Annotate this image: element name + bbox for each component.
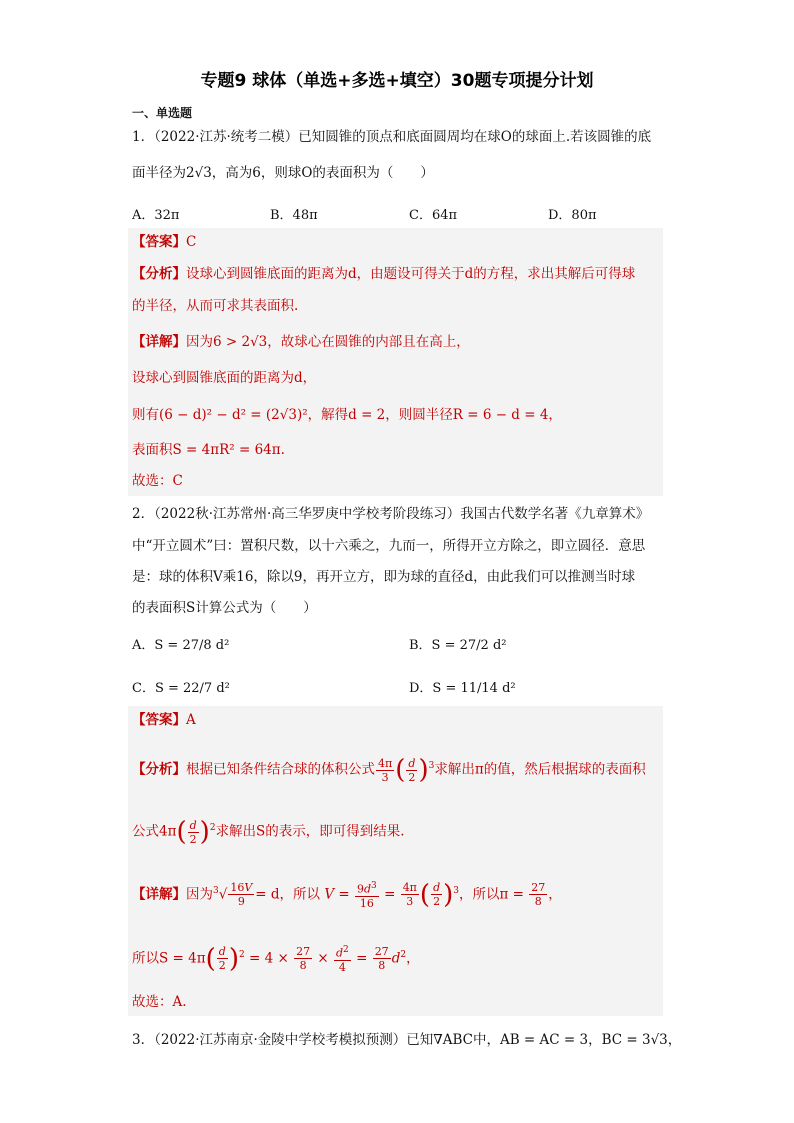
q2-option-b: B．S = 27/2 d²	[409, 638, 507, 653]
q2-analysis-line-1: 【分析】根据已知条件结合球的体积公式 $\frac{4\pi}{3}$ ( $\frac{d}{2}$ )$^3$求解出π的值，然后根据球的表面积	[132, 755, 646, 785]
q2-detail-text-1a: 因为	[186, 886, 213, 903]
q1-analysis-line-2: 的半径，从而可求其表面积.	[132, 298, 299, 314]
q2-detail-text-1c: ，所以π =	[459, 886, 524, 903]
q2-analysis-text-1b: 求解出π的值，然后根据球的表面积	[434, 761, 646, 778]
q2-conclusion: 故选：A.	[132, 994, 187, 1010]
volume-formula-fraction: $\frac{4\pi}{3}$	[378, 756, 393, 784]
q2-answer-value: A	[186, 712, 196, 728]
q1-option-c: C．64π	[409, 208, 458, 223]
q1-detail-line-3: 则有(6 − d)² − d² = (2√3)²，解得d = 2，则圆半径R = 6 − d = 4，	[132, 407, 562, 423]
q2-stem-line-1: 2．（2022秋·江苏常州·高三华罗庚中学校考阶段练习）我国古代数学名著《九章算术》	[132, 506, 650, 522]
q2-detail-line-2: 所以S = 4π( $\frac{d}{2}$ )$^2$ = 4 × $\frac{27}{8}$ × $\frac{d^2}{4}$ = $\frac{27}{8}$ $d^2$，	[132, 943, 420, 974]
q2-detail-text-2a: 所以S = 4π	[132, 950, 206, 967]
q1-detail-line-4: 表面积S = 4πR² = 64π.	[132, 442, 285, 458]
section-heading: 一、单选题	[132, 106, 193, 120]
q1-stem-line-2: 面半径为2√3，高为6，则球O的表面积为（ ）	[132, 165, 434, 181]
q1-option-a: A．32π	[132, 208, 180, 223]
q1-conclusion: 故选：C	[132, 473, 183, 489]
cuberoot-fraction: $\frac{16V}{9}$	[230, 881, 253, 909]
q1-answer	[132, 232, 196, 252]
four-pi-over-3: $\frac{4\pi}{3}$	[402, 881, 417, 909]
pi-value-fraction: $\frac{27}{8}$	[531, 881, 546, 909]
page-title: 专题9 球体（单选+多选+填空）30题专项提分计划	[200, 71, 594, 91]
fraction-27-8-result: $\frac{27}{8}$	[374, 945, 389, 973]
q1-option-b: B．48π	[270, 208, 318, 223]
q2-detail-text-1b: = d，所以	[255, 886, 321, 903]
fraction-d2-4: $\frac{d^2}{4}$	[336, 945, 349, 974]
q1-detail-line-2: 设球心到圆锥底面的距离为d，	[132, 370, 317, 386]
q2-option-a: A．S = 27/8 d²	[132, 638, 230, 653]
q3-stem-line-1: 3．（2022·江苏南京·金陵中学校考模拟预测）已知∇ABC中，AB = AC = 3，BC = 3√3，	[132, 1032, 682, 1048]
d-over-2-fraction-3: $\frac{d}{2}$	[433, 881, 441, 909]
q1-answer-value: C	[186, 234, 197, 250]
q1-analysis-text-1: 设球心到圆锥底面的距离为d，由题设可得关于d的方程，求出其解后可得球	[186, 266, 636, 282]
q1-analysis-label: 【分析】	[132, 266, 186, 282]
q2-analysis-label: 【分析】	[132, 761, 186, 778]
q2-stem-line-3: 是：球的体积V乘16，除以9，再开立方，即为球的直径d，由此我们可以推测当时球	[132, 569, 636, 585]
d-over-2-fraction: $\frac{d}{2}$	[408, 756, 416, 784]
fraction-27-8: $\frac{27}{8}$	[296, 945, 311, 973]
q1-detail-text-1: 因为6 > 2√3，故球心在圆锥的内部且在高上，	[186, 334, 470, 350]
q2-detail-line-1: 【详解】因为$^3$√ $\frac{16V}{9}$ = d，所以 V = $\frac{9d^3}{16}$ = $\frac{4\pi}{3}$ ( $\frac{d}{2}$ )$^3$，所以π = $\frac{27}{8}$ ，	[132, 879, 562, 910]
q2-answer-label: 【答案】	[132, 712, 186, 728]
q1-stem-line-1: 1．（2022·江苏·统考二模）已知圆锥的顶点和底面圆周均在球O的球面上.若该圆锥的底	[132, 129, 652, 145]
q2-analysis-line-2: 公式4π( $\frac{d}{2}$ )$^2$求解出S的表示，即可得到结果.	[132, 817, 405, 847]
q2-analysis-text-2a: 公式	[132, 823, 159, 840]
q2-option-c: C．S = 22/7 d²	[132, 681, 230, 696]
q2-detail-label: 【详解】	[132, 886, 186, 903]
q1-detail-label: 【详解】	[132, 334, 186, 350]
q1-detail-line-1	[132, 332, 470, 352]
q2-stem-line-4: 的表面积S计算公式为（ ）	[132, 600, 317, 616]
d-over-2-fraction-4: $\frac{d}{2}$	[218, 945, 226, 973]
d-over-2-fraction-2: $\frac{d}{2}$	[189, 818, 197, 846]
q1-analysis-line-1	[132, 264, 635, 284]
q2-detail-text-2b: = 4 ×	[249, 950, 289, 967]
q2-analysis-text-1a: 根据已知条件结合球的体积公式	[186, 761, 375, 778]
q1-option-d: D．80π	[548, 208, 597, 223]
volume-fraction: $\frac{9d^3}{16}$	[357, 881, 377, 910]
q2-analysis-text-2b: 求解出S的表示，即可得到结果.	[215, 823, 405, 840]
q2-answer	[132, 710, 196, 730]
q2-option-d: D．S = 11/14 d²	[409, 681, 516, 696]
q2-stem-line-2: 中“开立圆术”曰：置积尺数，以十六乘之，九而一，所得开立方除之，即立圆径．意思	[132, 538, 646, 554]
q1-answer-label: 【答案】	[132, 234, 186, 250]
